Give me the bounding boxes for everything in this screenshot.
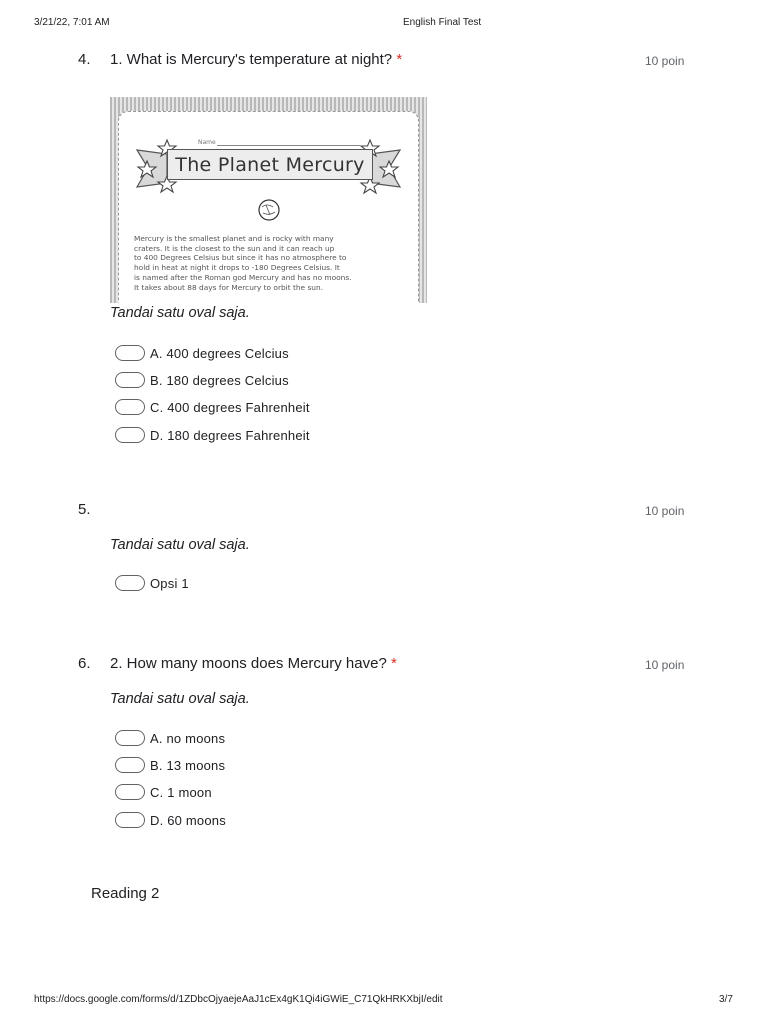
answer-option[interactable] [115,426,310,444]
radio-oval[interactable] [115,345,145,361]
option-label: D. 60 moons [150,812,226,828]
question-title-text: 2. How many moons does Mercury have? [110,655,387,672]
radio-oval[interactable] [115,784,145,800]
planet-mercury-worksheet-image [110,97,427,303]
radio-oval[interactable] [115,757,145,773]
answer-option[interactable] [115,783,212,801]
worksheet-passage-line: It takes about 88 days for Mercury to orbit the sun. [134,282,324,292]
answer-option[interactable] [115,344,289,362]
question-points: 10 poin [645,658,685,672]
answer-option[interactable] [115,574,189,592]
answer-option[interactable] [115,398,310,416]
option-label: C. 1 moon [150,784,212,800]
answer-instruction: Tandai satu oval saja. [110,691,250,707]
page-number: 3/7 [719,994,733,1005]
section-title: Reading 2 [91,885,160,902]
option-label: D. 180 degrees Fahrenheit [150,427,310,443]
worksheet-passage [134,234,404,292]
answer-instruction: Tandai satu oval saja. [110,537,250,553]
radio-oval[interactable] [115,399,145,415]
option-label: B. 180 degrees Celcius [150,372,289,388]
option-label: A. 400 degrees Celcius [150,345,289,361]
worksheet-passage-line: Mercury is the smallest planet and is rocky with many [134,234,334,243]
footer-url: https://docs.google.com/forms/d/1ZDbcOjyaejeAaJ1cEx4gK1Qi4iGWiE_C71QkHRKXbjI/edit [34,994,443,1005]
option-label: Opsi 1 [150,575,189,591]
worksheet-passage-line: is named after the Roman god Mercury and has no moons. [134,272,352,282]
radio-oval[interactable] [115,812,145,828]
question-title [110,655,397,672]
answer-instruction: Tandai satu oval saja. [110,305,250,321]
option-label: B. 13 moons [150,757,226,773]
worksheet-passage-line: to 400 Degrees Celsius but since it has no atmosphere to [134,253,347,263]
radio-oval[interactable] [115,575,145,591]
question-title [110,51,402,68]
required-mark: * [396,51,403,68]
answer-option[interactable] [115,756,225,774]
question-number: 4. [78,51,91,68]
document-title: English Final Test [403,17,482,28]
answer-option[interactable] [115,729,225,747]
worksheet-passage-line: hold in heat at night it drops to -180 Degrees Celsius. It [134,263,340,273]
answer-option[interactable] [115,371,289,389]
required-mark: * [390,655,397,672]
worksheet-title: The Planet Mercury [167,149,373,180]
question-points: 10 poin [645,54,685,68]
worksheet-passage-line: craters. It is the closest to the sun and it can reach up [134,243,335,253]
question-points: 10 poin [645,504,685,518]
radio-oval[interactable] [115,427,145,443]
worksheet-name-label: Name [198,139,216,146]
question-number: 6. [78,655,91,672]
option-label: C. 400 degrees Fahrenheit [150,399,310,415]
option-label: A. no moons [150,730,226,746]
radio-oval[interactable] [115,372,145,388]
question-number: 5. [78,501,91,518]
answer-option[interactable] [115,811,226,829]
question-title-text: 1. What is Mercury's temperature at night? [110,51,393,68]
print-datetime: 3/21/22, 7:01 AM [34,17,110,28]
radio-oval[interactable] [115,730,145,746]
